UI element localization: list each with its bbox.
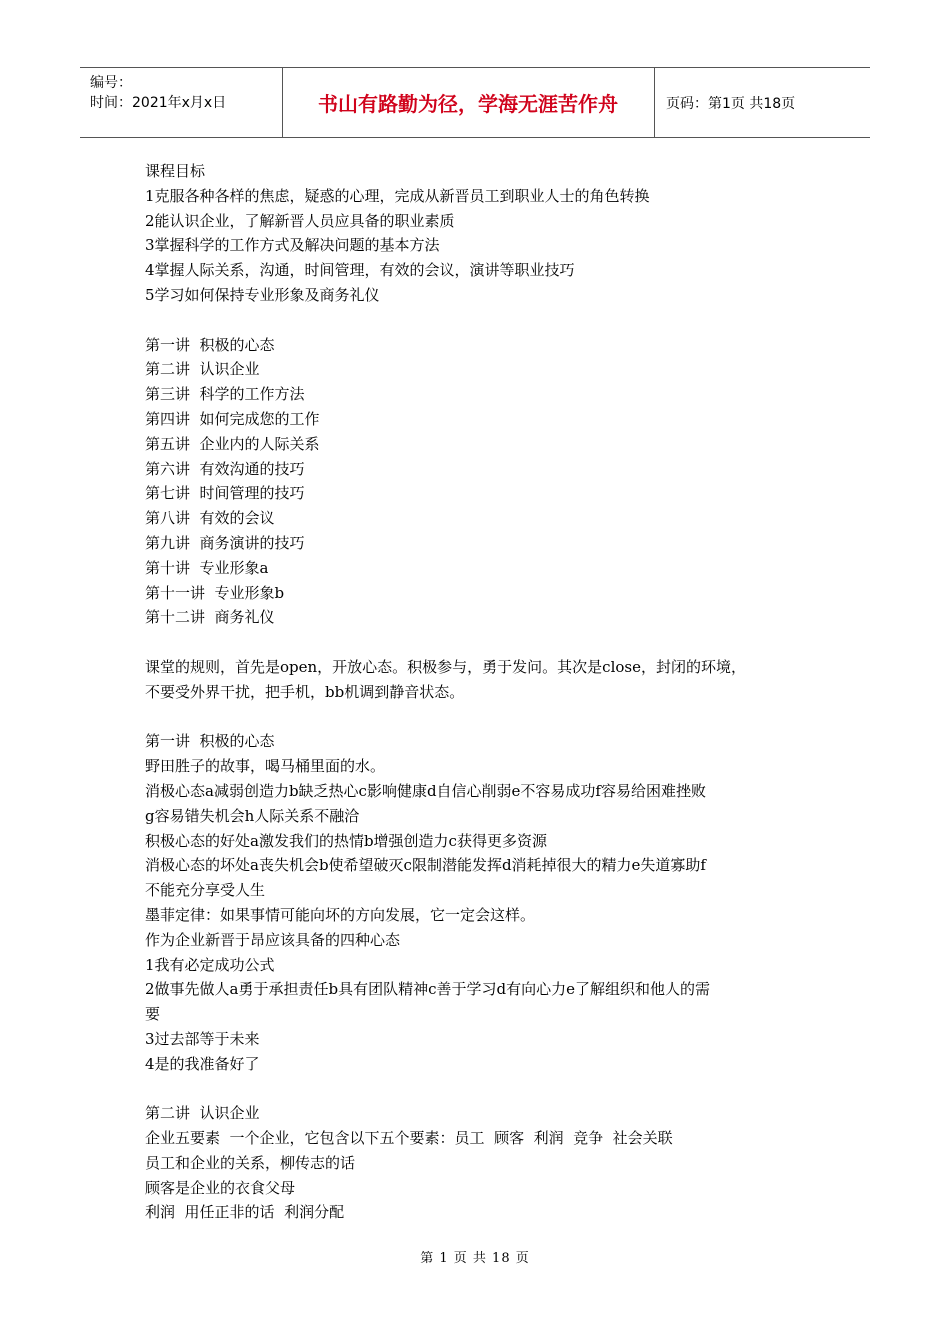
text-line: 5学习如何保持专业形象及商务礼仪 — [145, 285, 380, 304]
text-line: 消极心态的坏处a丧失机会b使希望破灭c限制潜能发挥d消耗掉很大的精力e失道寡助f — [145, 856, 706, 875]
text-line: 第十二讲 商务礼仪 — [145, 608, 275, 627]
text-line: 课堂的规则，首先是open，开放心态。积极参与，勇于发问。其次是close，封闭的环境， — [145, 657, 746, 676]
text-line: 2能认识企业，了解新晋人员应具备的职业素质 — [145, 211, 455, 230]
text-line: 要 — [145, 1005, 161, 1024]
text-line: 作为企业新晋于昂应该具备的四种心态 — [145, 930, 401, 949]
text-line: 第一讲 积极的心态 — [145, 732, 275, 751]
text-line: 第十一讲 专业形象b — [145, 583, 285, 602]
text-line: 第四讲 如何完成您的工作 — [145, 409, 320, 428]
text-line: 第十讲 专业形象a — [145, 558, 269, 577]
text-line: 4掌握人际关系，沟通，时间管理，有效的会议，演讲等职业技巧 — [145, 261, 575, 280]
text-line: 员工和企业的关系，柳传志的话 — [145, 1153, 356, 1172]
text-line: 野田胜子的故事，喝马桶里面的水。 — [145, 757, 386, 776]
text-line: 积极心态的好处a激发我们的热情b增强创造力c获得更多资源 — [145, 831, 547, 850]
blank-line — [145, 1076, 825, 1101]
text-line: 不能充分享受人生 — [145, 881, 266, 900]
document-body — [145, 159, 825, 1225]
text-line: 消极心态a减弱创造力b缺乏热心c影响健康d自信心削弱e不容易成功f容易给困难挫败 — [145, 781, 706, 800]
header-motto: 书山有路勤为径，学海无涯苦作舟 — [318, 92, 618, 116]
text-line: 第二讲 认识企业 — [145, 1104, 260, 1123]
text-line: 第七讲 时间管理的技巧 — [145, 484, 305, 503]
text-line: 2做事先做人a勇于承担责任b具有团队精神c善于学习d有向心力e了解组织和他人的需 — [145, 980, 710, 999]
blank-line — [145, 705, 825, 730]
text-line: 4是的我准备好了 — [145, 1054, 260, 1073]
text-line: 利润 用任正非的话 利润分配 — [145, 1203, 345, 1222]
header-divider — [654, 68, 655, 137]
blank-line — [145, 308, 825, 333]
header-page-info: 页码：第1页 共18页 — [666, 95, 796, 112]
header-meta — [90, 73, 226, 113]
text-line: 墨菲定律：如果事情可能向坏的方向发展，它一定会这样。 — [145, 905, 536, 924]
document-date: 时间：2021年x月x日 — [90, 95, 227, 111]
text-line: 第二讲 认识企业 — [145, 360, 260, 379]
text-line: g容易错失机会h人际关系不融洽 — [145, 806, 360, 825]
text-line: 3过去部等于未来 — [145, 1029, 260, 1048]
text-line: 第一讲 积极的心态 — [145, 335, 275, 354]
page-header — [80, 67, 870, 138]
text-line: 第五讲 企业内的人际关系 — [145, 434, 320, 453]
text-line: 第六讲 有效沟通的技巧 — [145, 459, 305, 478]
text-line: 1我有必定成功公式 — [145, 955, 275, 974]
blank-line — [145, 630, 825, 655]
text-line: 第三讲 科学的工作方法 — [145, 385, 305, 404]
text-line: 企业五要素 一个企业，它包含以下五个要素：员工 顾客 利润 竞争 社会关联 — [145, 1129, 673, 1148]
document-number: 编号： — [90, 75, 132, 91]
text-line: 3掌握科学的工作方式及解决问题的基本方法 — [145, 236, 440, 255]
text-line: 1克服各种各样的焦虑，疑惑的心理，完成从新晋员工到职业人士的角色转换 — [145, 186, 650, 205]
text-line: 不要受外界干扰，把手机，bb机调到静音状态。 — [145, 682, 465, 701]
text-line: 课程目标 — [145, 162, 206, 180]
page-footer: 第 1 页 共 18 页 — [420, 1251, 530, 1266]
text-line: 第八讲 有效的会议 — [145, 509, 275, 528]
text-line: 顾客是企业的衣食父母 — [145, 1178, 296, 1197]
text-line: 第九讲 商务演讲的技巧 — [145, 533, 305, 552]
